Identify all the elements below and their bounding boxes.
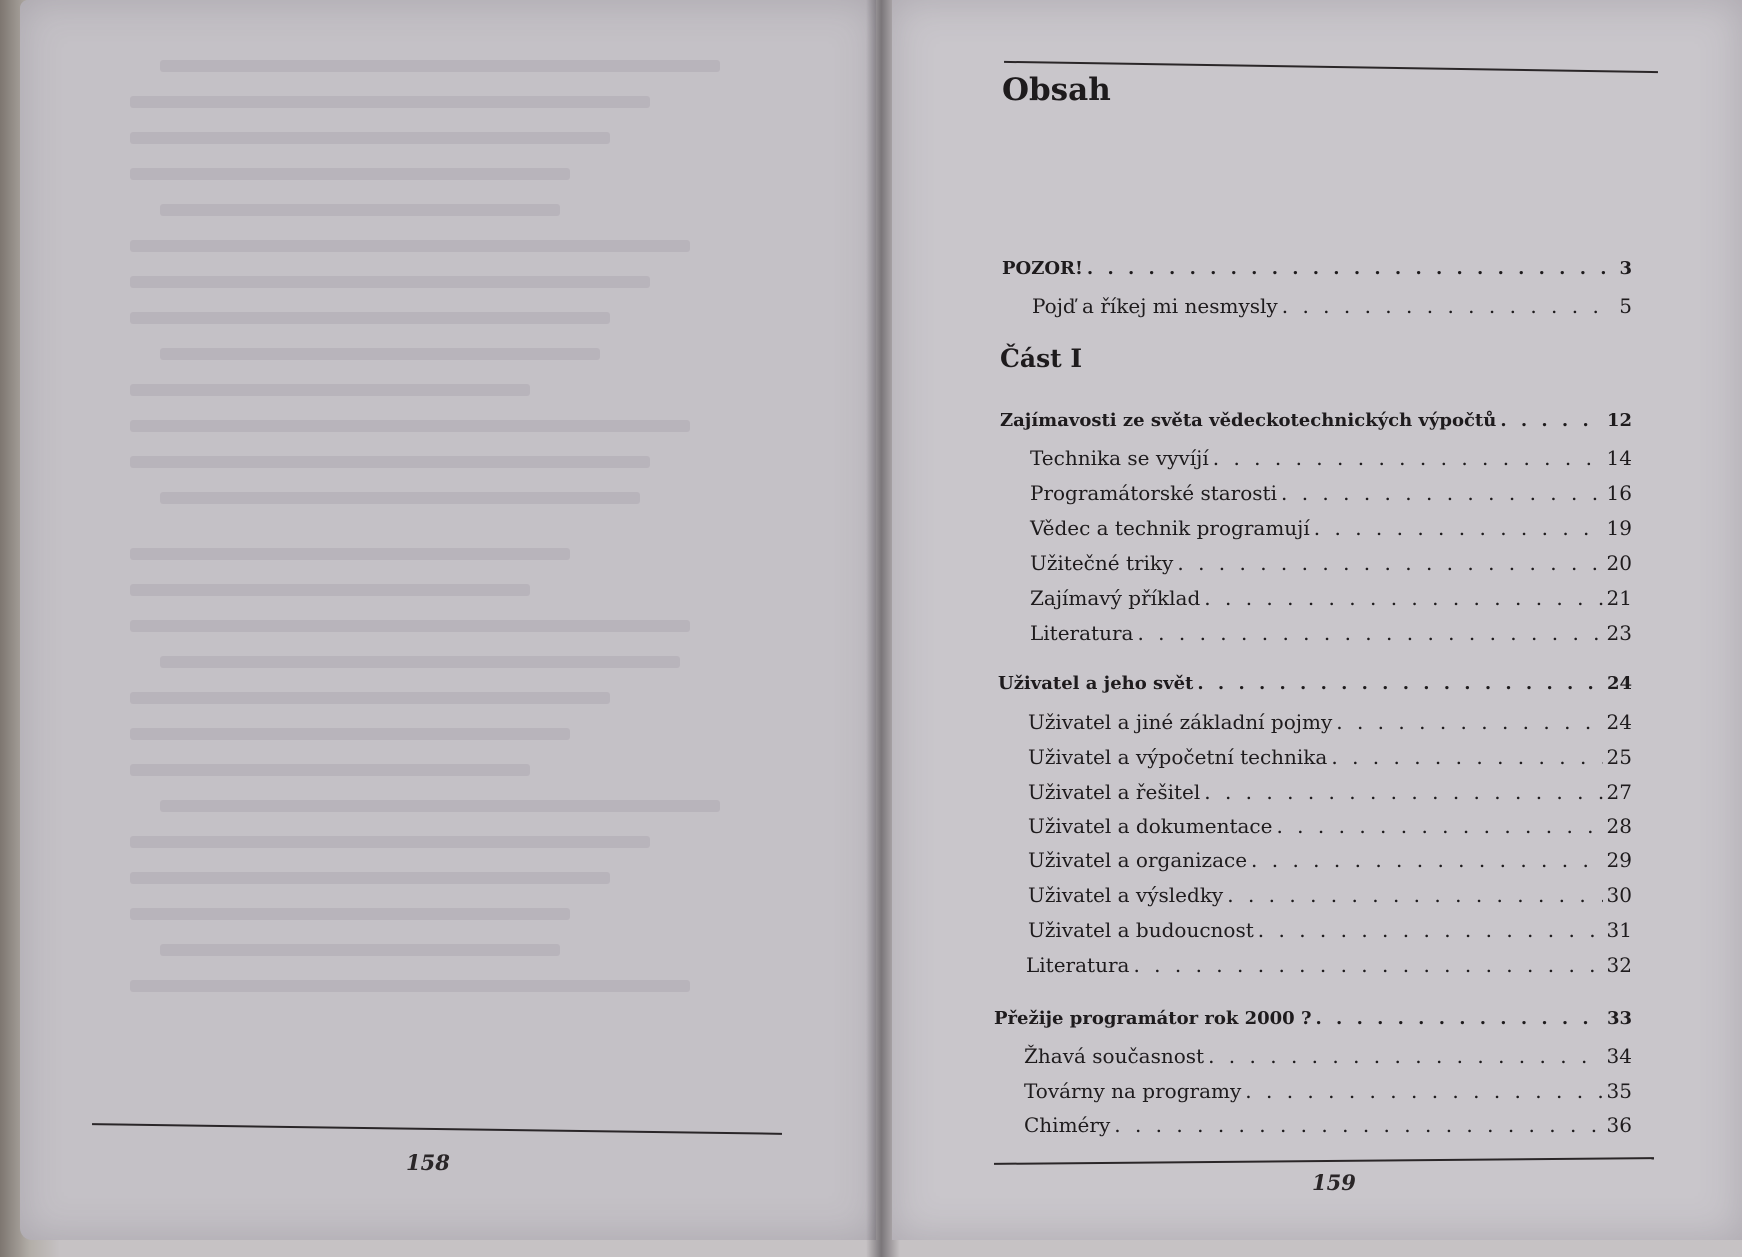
dot-leader (1258, 918, 1603, 942)
left-page (20, 0, 876, 1240)
toc-entry-page: 5 (1619, 294, 1632, 318)
dot-leader (1500, 410, 1603, 431)
dot-leader (1087, 258, 1616, 279)
part-heading: Část I (1000, 344, 1083, 373)
toc-entry-title: Zajímavosti ze světa vědeckotechnických výpočtů (1000, 410, 1497, 431)
toc-entry-page: 36 (1606, 1113, 1632, 1137)
dot-leader (1197, 673, 1603, 694)
ghost-line (130, 584, 530, 596)
toc-entry-title: Literatura (1030, 621, 1134, 645)
dot-leader (1227, 883, 1602, 907)
toc-entry-page: 30 (1606, 883, 1632, 907)
ghost-line (130, 908, 570, 920)
toc-entry-page: 35 (1606, 1079, 1632, 1103)
toc-section-entry (1032, 294, 1632, 318)
dot-leader (1251, 848, 1603, 872)
page-title: Obsah (1002, 72, 1111, 108)
toc-entry-page: 34 (1606, 1044, 1632, 1068)
toc-chapter-entry (998, 673, 1632, 694)
ghost-line (130, 872, 610, 884)
ghost-line (130, 764, 530, 776)
ghost-line (160, 348, 600, 360)
toc-section-entry (1024, 1113, 1632, 1137)
dot-leader (1204, 586, 1602, 610)
toc-section-entry (1028, 780, 1632, 804)
toc-chapter-entry (1000, 410, 1632, 431)
toc-entry-page: 32 (1606, 953, 1632, 977)
toc-entry-title: Programátorské starosti (1030, 481, 1277, 505)
ghost-line (130, 240, 690, 252)
toc-entry-page: 25 (1606, 745, 1632, 769)
dot-leader (1114, 1113, 1602, 1137)
ghost-line (130, 692, 610, 704)
toc-section-entry (1030, 516, 1632, 540)
ghost-line (130, 548, 570, 560)
toc-entry-title: Uživatel a budoucnost (1028, 918, 1254, 942)
dot-leader (1204, 780, 1602, 804)
dot-leader (1276, 814, 1602, 838)
dot-leader (1133, 953, 1602, 977)
toc-entry-page: 12 (1606, 410, 1632, 431)
dot-leader (1245, 1079, 1602, 1103)
toc-section-entry (1028, 814, 1632, 838)
ghost-line (130, 132, 610, 144)
dot-leader (1331, 745, 1602, 769)
ghost-line (130, 620, 690, 632)
toc-chapter-entry (994, 1008, 1632, 1029)
toc-entry-title: POZOR! (1002, 258, 1083, 279)
ghost-line (160, 800, 720, 812)
toc-entry-page: 14 (1606, 446, 1632, 470)
toc-chapter-entry (1002, 258, 1632, 279)
toc-section-entry (1030, 551, 1632, 575)
dot-leader (1281, 481, 1603, 505)
toc-entry-page: 28 (1606, 814, 1632, 838)
toc-entry-title: Žhavá současnost (1024, 1044, 1205, 1068)
toc-entry-page: 20 (1606, 551, 1632, 575)
ghost-line (130, 312, 610, 324)
toc-entry-page: 24 (1606, 673, 1632, 694)
ghost-line (130, 384, 530, 396)
ghost-line (160, 204, 560, 216)
toc-section-entry (1030, 446, 1632, 470)
toc-entry-page: 3 (1619, 258, 1632, 279)
left-page-number: 158 (406, 1150, 450, 1175)
toc-entry-title: Užitečné triky (1030, 551, 1174, 575)
ghost-line (130, 420, 690, 432)
left-footer-rule (92, 1123, 782, 1135)
toc-entry-title: Zajímavý příklad (1030, 586, 1201, 610)
toc-section-entry (1024, 1044, 1632, 1068)
toc-section-entry (1028, 883, 1632, 907)
toc-entry-page: 23 (1606, 621, 1632, 645)
dot-leader (1336, 710, 1602, 734)
dot-leader (1213, 446, 1603, 470)
toc-section-entry (1026, 953, 1632, 977)
dot-leader (1316, 1008, 1603, 1029)
toc-section-entry (1024, 1079, 1632, 1103)
dot-leader (1282, 294, 1616, 318)
toc-entry-title: Továrny na programy (1024, 1079, 1242, 1103)
toc-entry-page: 16 (1606, 481, 1632, 505)
toc-section-entry (1028, 745, 1632, 769)
toc-entry-title: Uživatel a řešitel (1028, 780, 1201, 804)
toc-entry-page: 29 (1606, 848, 1632, 872)
toc-entry-title: Přežije programátor rok 2000 ? (994, 1008, 1312, 1029)
toc-entry-page: 21 (1606, 586, 1632, 610)
dot-leader (1314, 516, 1603, 540)
ghost-line (130, 168, 570, 180)
toc-section-entry (1028, 710, 1632, 734)
ghost-line (130, 980, 690, 992)
ghost-line (130, 728, 570, 740)
toc-entry-title: Vědec a technik programují (1030, 516, 1310, 540)
toc-section-entry (1028, 848, 1632, 872)
toc-entry-page: 33 (1606, 1008, 1632, 1029)
toc-section-entry (1028, 918, 1632, 942)
ghost-line (160, 656, 680, 668)
ghost-line (160, 492, 640, 504)
toc-entry-page: 31 (1606, 918, 1632, 942)
toc-entry-title: Uživatel a organizace (1028, 848, 1248, 872)
toc-entry-page: 19 (1606, 516, 1632, 540)
toc-entry-page: 27 (1606, 780, 1632, 804)
toc-entry-title: Chiméry (1024, 1113, 1111, 1137)
toc-section-entry (1030, 586, 1632, 610)
toc-entry-title: Uživatel a jiné základní pojmy (1028, 710, 1333, 734)
ghost-line (160, 944, 560, 956)
toc-section-entry (1030, 481, 1632, 505)
ghost-line (130, 836, 650, 848)
toc-entry-title: Technika se vyvíjí (1030, 446, 1209, 470)
toc-section-entry (1030, 621, 1632, 645)
dot-leader (1177, 551, 1602, 575)
ghost-line (160, 60, 720, 72)
toc-entry-title: Literatura (1026, 953, 1130, 977)
toc-entry-title: Pojď a říkej mi nesmysly (1032, 294, 1278, 318)
dot-leader (1137, 621, 1602, 645)
ghost-line (130, 456, 650, 468)
toc-entry-title: Uživatel a výsledky (1028, 883, 1224, 907)
ghost-line (130, 96, 650, 108)
ghost-line (130, 276, 650, 288)
toc-entry-title: Uživatel a výpočetní technika (1028, 745, 1328, 769)
toc-entry-title: Uživatel a jeho svět (998, 673, 1194, 694)
toc-entry-page: 24 (1606, 710, 1632, 734)
toc-entry-title: Uživatel a dokumentace (1028, 814, 1273, 838)
right-page-number: 159 (1312, 1170, 1356, 1195)
dot-leader (1208, 1044, 1602, 1068)
